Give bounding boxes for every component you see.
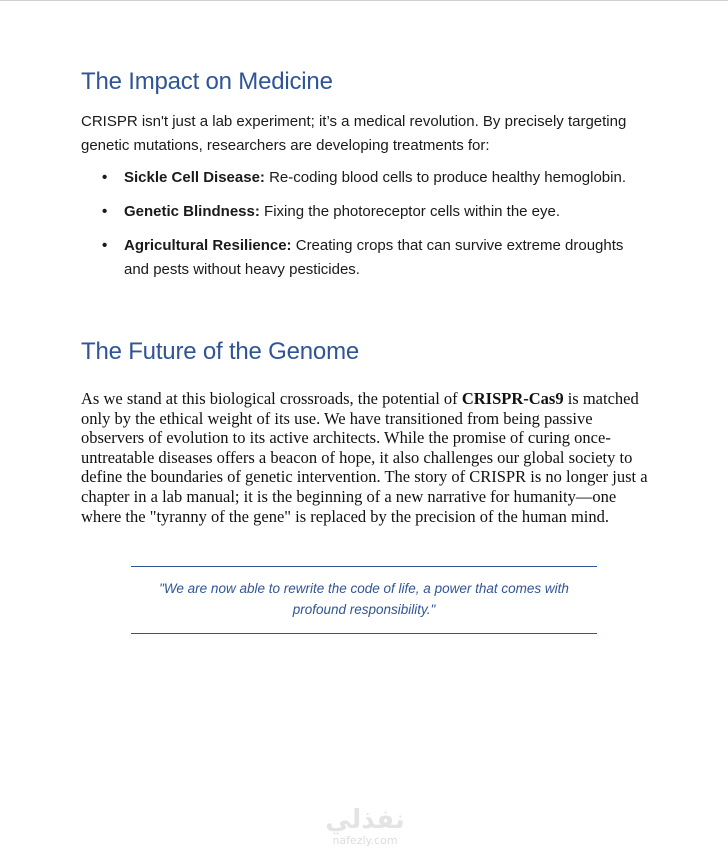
watermark-arabic-text: نفذلي (325, 805, 405, 835)
list-item-title: Genetic Blindness: (124, 203, 260, 220)
body-text-start: As we stand at this biological crossroads, the potential of (81, 389, 462, 408)
future-body-paragraph (81, 389, 651, 526)
list-item-text: Fixing the photoreceptor cells within the eye. (259, 203, 561, 220)
heading-impact-on-medicine: The Impact on Medicine (81, 68, 333, 95)
body-text-bold-term: CRISPR-Cas9 (461, 389, 564, 408)
treatments-list (81, 166, 651, 292)
watermark-url-text: nafezly.com (332, 834, 398, 847)
medicine-intro-paragraph: CRISPR isn't just a lab experiment; it’s a medical revolution. By precisely targeting genetic mutations, researchers are developing treatments for: (81, 113, 627, 154)
list-item-title: Sickle Cell Disease: (124, 169, 265, 186)
list-item-text: Creating crops that can survive extreme droughts and pests without heavy pesticides. (124, 237, 624, 278)
bullet-icon: • (102, 169, 108, 186)
body-text-end: is matched only by the ethical weight of its use. We have transitioned from being passive observers of evolution to its active architects. While the promise of curing once-untreatable diseases offers a beacon of hope, it also challenges our global society to define the boundaries of genetic intervention. The story of CRISPR is no longer just a chapter in a lab manual; it is the beginning of a new narrative for humanity—one where the "tyranny of the gene" is replaced by the precision of the human mind. (81, 389, 648, 526)
bullet-icon: • (102, 237, 108, 254)
list-item (81, 200, 651, 224)
page-top-border (0, 0, 728, 1)
pull-quote-text: "We are now able to rewrite the code of life, a power that comes with profound responsibility." (159, 581, 569, 617)
list-item-text: Re-coding blood cells to produce healthy hemoglobin. (264, 169, 626, 186)
list-item (81, 166, 651, 190)
watermark-logo (320, 805, 410, 847)
bullet-icon: • (102, 203, 108, 220)
list-item-title: Agricultural Resilience: (124, 237, 292, 254)
pull-quote (131, 566, 597, 634)
list-item (81, 234, 651, 282)
heading-future-of-genome: The Future of the Genome (81, 338, 360, 365)
